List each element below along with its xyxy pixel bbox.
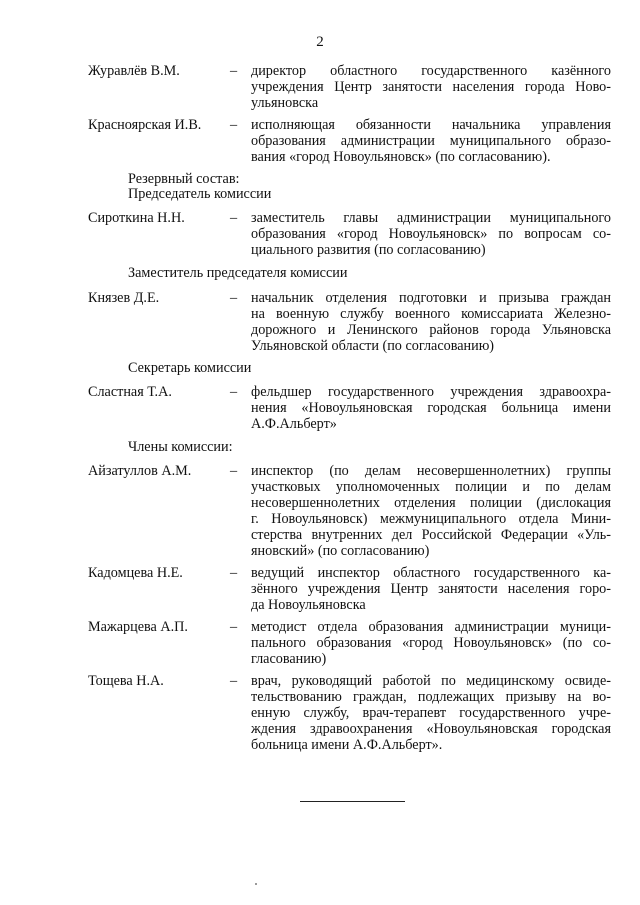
position-line: циального развития (по согласованию): [251, 242, 486, 258]
member-name: Журавлёв В.М.: [88, 63, 180, 79]
member-name: Сластная Т.А.: [88, 384, 172, 400]
position-line: ждения здравоохранения «Новоульяновская городская: [251, 721, 611, 737]
member-name: Красноярская И.В.: [88, 117, 202, 133]
position-line: вания «город Новоульяновск» (по согласованию).: [251, 149, 551, 165]
position-line: больница имени А.Ф.Альберт».: [251, 737, 443, 753]
dash-separator: –: [230, 210, 238, 226]
position-line: исполняющая обязанности начальника управления: [251, 117, 611, 133]
position-line: начальник отделения подготовки и призыва граждан: [251, 290, 611, 306]
position-line: учреждения Центр занятости населения города Ново-: [251, 79, 611, 95]
member-name: Айзатуллов А.М.: [88, 463, 192, 479]
position-line: фельдшер государственного учреждения здравоохра-: [251, 384, 611, 400]
position-line: директор областного государственного казённого: [251, 63, 611, 79]
dash-separator: –: [230, 117, 238, 133]
member-position: [251, 290, 611, 354]
position-line: образования администрации муниципального образо-: [251, 133, 611, 149]
position-line: стерства внутренних дел Российской Федерации «Уль-: [251, 527, 611, 543]
member-position: [251, 63, 611, 111]
member-position: [251, 210, 611, 258]
dash-separator: –: [230, 673, 238, 689]
secretary-heading: Секретарь комиссии: [128, 360, 252, 376]
deputy-heading: Заместитель председателя комиссии: [128, 265, 348, 281]
position-line: дорожного и Ленинского районов города Ульяновска: [251, 322, 611, 338]
member-position: [251, 384, 611, 432]
member-position: [251, 463, 611, 559]
member-position: [251, 565, 611, 613]
dash-separator: –: [230, 63, 238, 79]
position-line: ульяновска: [251, 95, 319, 111]
position-line: несовершеннолетних отделения полиции (дислокация: [251, 495, 611, 511]
position-line: ведущий инспектор областного государственного ка-: [251, 565, 611, 581]
member-position: [251, 619, 611, 667]
position-line: инспектор (по делам несовершеннолетних) группы: [251, 463, 611, 479]
position-line: нения «Новоульяновская городская больница имени: [251, 400, 611, 416]
end-rule: [300, 801, 405, 802]
position-line: образования «город Новоульяновск» по вопросам со-: [251, 226, 611, 242]
dash-separator: –: [230, 290, 238, 306]
member-name: Мажарцева А.П.: [88, 619, 188, 635]
position-line: да Новоульяновска: [251, 597, 366, 613]
position-line: на военную службу военного комиссариата Железно-: [251, 306, 611, 322]
member-name: Тощева Н.А.: [88, 673, 164, 689]
member-position: [251, 117, 611, 165]
position-line: врач, руководящий работой по медицинскому освиде-: [251, 673, 611, 689]
position-line: А.Ф.Альберт»: [251, 416, 337, 432]
position-line: участковых уполномоченных полиции и по делам: [251, 479, 611, 495]
member-name: Сироткина Н.Н.: [88, 210, 185, 226]
position-line: гласованию): [251, 651, 327, 667]
position-line: г. Новоульяновск) межмуниципального отдела Мини-: [251, 511, 611, 527]
position-line: Ульяновской области (по согласованию): [251, 338, 495, 354]
position-line: енную службу, врач-терапевт государственного учре-: [251, 705, 611, 721]
dash-separator: –: [230, 619, 238, 635]
position-line: зённого учреждения Центр занятости населения горо-: [251, 581, 611, 597]
reserve-heading: Резервный состав:: [128, 171, 240, 187]
dash-separator: –: [230, 565, 238, 581]
dash-separator: –: [230, 384, 238, 400]
member-name: Кадомцева Н.Е.: [88, 565, 183, 581]
page-number: 2: [316, 34, 324, 50]
chair-heading: Председатель комиссии: [128, 186, 272, 202]
member-name: Князев Д.Е.: [88, 290, 160, 306]
member-position: [251, 673, 611, 753]
scan-speck: [255, 883, 257, 885]
position-line: пального образования «город Новоульяновск» (по со-: [251, 635, 611, 651]
position-line: заместитель главы администрации муниципального: [251, 210, 611, 226]
position-line: тельствованию граждан, подлежащих призыву на во-: [251, 689, 611, 705]
position-line: яновский» (по согласованию): [251, 543, 430, 559]
dash-separator: –: [230, 463, 238, 479]
members-heading: Члены комиссии:: [128, 439, 233, 455]
position-line: методист отдела образования администрации муници-: [251, 619, 611, 635]
